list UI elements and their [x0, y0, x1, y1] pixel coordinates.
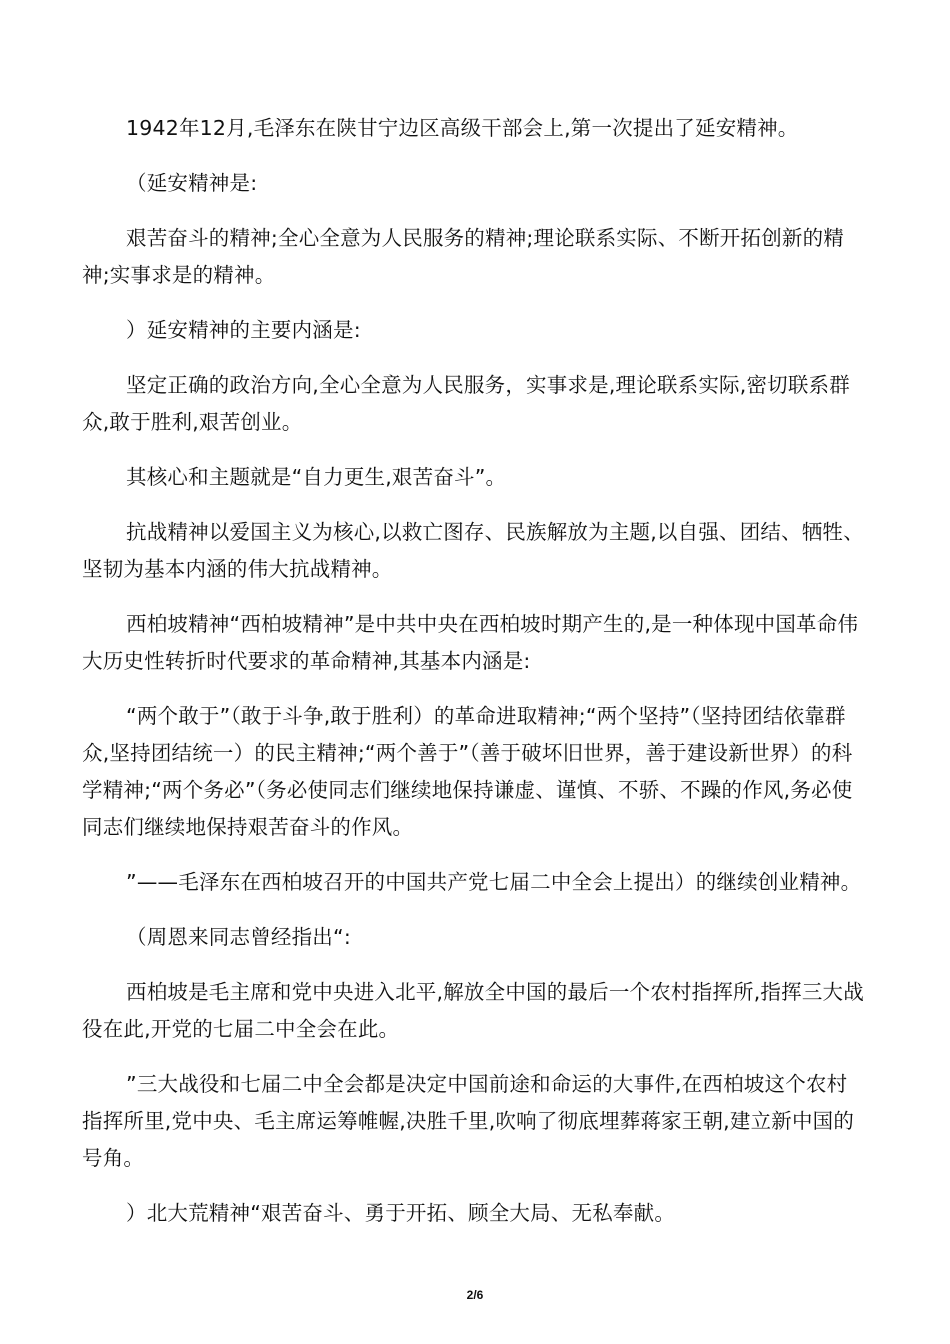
paragraph-1: 1942年12月,毛泽东在陕甘宁边区高级干部会上,第一次提出了延安精神。 — [126, 116, 799, 140]
paragraph-7: 抗战精神以爱国主义为核心,以救亡图存、民族解放为主题,以自强、团结、牺牲、坚韧为基本内涵的伟大抗战精神。 — [82, 520, 864, 581]
paragraph-3: 艰苦奋斗的精神;全心全意为人民服务的精神;理论联系实际、不断开拓创新的精神;实事求是的精神。 — [82, 226, 845, 287]
paragraph-5: 坚定正确的政治方向,全心全意为人民服务，实事求是,理论联系实际,密切联系群众,敢于胜利,艰苦创业。 — [82, 373, 850, 434]
paragraph-10: ”——毛泽东在西柏坡召开的中国共产党七届二中全会上提出）的继续创业精神。 — [126, 870, 862, 894]
page-number: 2/6 — [466, 1288, 484, 1302]
paragraph-2: （延安精神是: — [126, 171, 258, 195]
document-body — [82, 110, 868, 1250]
paragraph-14: ）北大荒精神“艰苦奋斗、勇于开拓、顾全大局、无私奉献。 — [126, 1201, 676, 1225]
paragraph-11: （周恩来同志曾经指出“: — [126, 925, 351, 949]
paragraph-4: ）延安精神的主要内涵是: — [126, 318, 361, 342]
paragraph-12: 西柏坡是毛主席和党中央进入北平,解放全中国的最后一个农村指挥所,指挥三大战役在此,开党的七届二中全会在此。 — [82, 980, 864, 1041]
paragraph-9: “两个敢于”（敢于斗争,敢于胜利）的革命进取精神;“两个坚持”（坚持团结依靠群众,坚持团结统一）的民主精神;“两个善于”（善于破坏旧世界，善于建设新世界）的科学精神;“两个务必”（务必使同志们继续地保持谦虚、谨慎、不骄、不躁的作风,务必使同志们继续地保持艰苦奋斗的作风。 — [82, 704, 853, 839]
paragraph-13: ”三大战役和七届二中全会都是决定中国前途和命运的大事件,在西柏坡这个农村指挥所里,党中央、毛主席运筹帷幄,决胜千里,吹响了彻底埋葬蒋家王朝,建立新中国的号角。 — [82, 1072, 855, 1170]
paragraph-8: 西柏坡精神“西柏坡精神”是中共中央在西柏坡时期产生的,是一种体现中国革命伟大历史性转折时代要求的革命精神,其基本内涵是: — [82, 612, 859, 673]
paragraph-6: 其核心和主题就是“自力更生,艰苦奋斗”。 — [126, 465, 507, 489]
